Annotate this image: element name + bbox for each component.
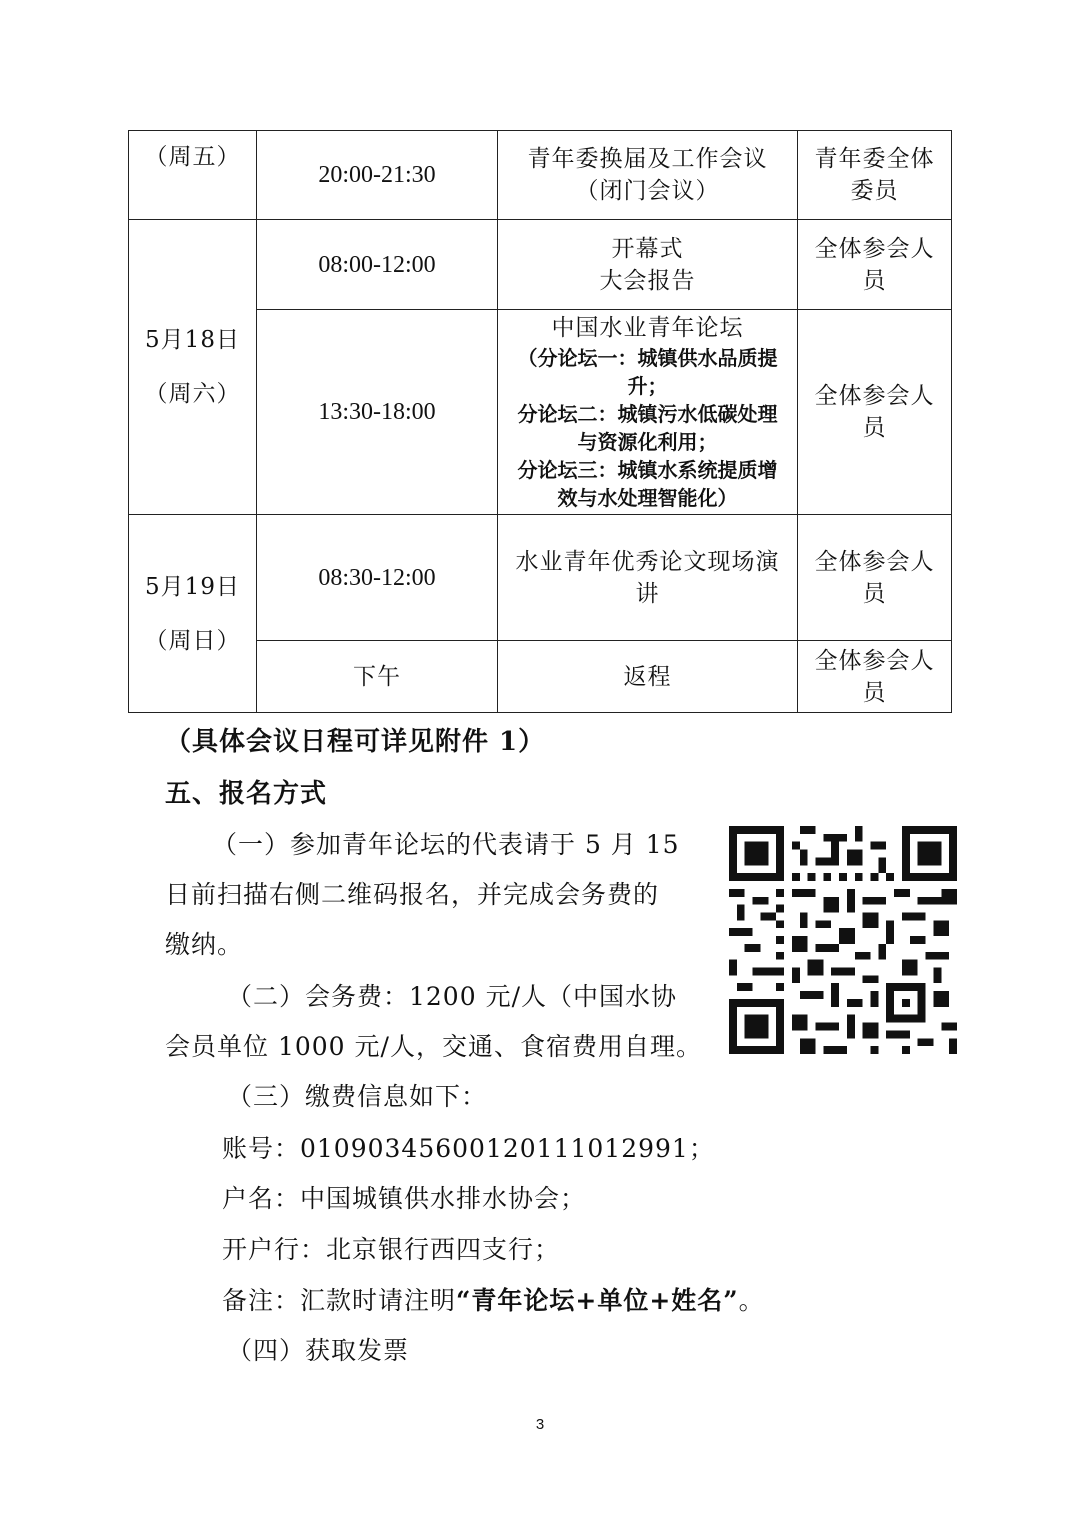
paragraph-line: 会员单位 1000 元/人，交通、食宿费用自理。 xyxy=(165,1032,702,1061)
content-cell: 水业青年优秀论文现场演 讲 xyxy=(498,515,798,641)
paragraph-line: 缴纳。 xyxy=(165,930,244,959)
table-row xyxy=(129,515,952,641)
paragraph-line: （四）获取发票 xyxy=(227,1336,410,1365)
paragraph-line: （三）缴费信息如下： xyxy=(227,1082,488,1111)
time-cell: 13:30-18:00 xyxy=(257,310,498,515)
account-number: 账号：01090345600120111012991； xyxy=(222,1134,715,1163)
remark-line: 备注：汇款时请注明“青年论坛+单位+姓名”。 xyxy=(222,1286,765,1315)
time-cell: 下午 xyxy=(257,641,498,713)
participants-cell: 全体参会人 员 xyxy=(798,515,952,641)
participants-cell: 青年委全体 委员 xyxy=(798,131,952,220)
page-number: 3 xyxy=(535,1416,545,1433)
time-cell: 20:00-21:30 xyxy=(257,131,498,220)
table-row xyxy=(129,220,952,310)
paragraph-line: （二）会务费：1200 元/人（中国水协 xyxy=(227,982,677,1011)
time-cell: 08:00-12:00 xyxy=(257,220,498,310)
bank-name: 开户行：北京银行西四支行； xyxy=(222,1235,561,1264)
date-cell: （周五） xyxy=(129,131,257,220)
paragraph-line: 日前扫描右侧二维码报名，并完成会务费的 xyxy=(165,880,660,909)
content-cell: 开幕式 大会报告 xyxy=(498,220,798,310)
content-cell: 中国水业青年论坛 （分论坛一：城镇供水品质提 升； 分论坛二：城镇污水低碳处理 与资源化利用； 分论坛三：城镇水系统提质增 效与水处理智能化） xyxy=(498,310,798,515)
table-row xyxy=(129,131,952,220)
participants-cell: 全体参会人 员 xyxy=(798,641,952,713)
paragraph-line: （一）参加青年论坛的代表请于 5 月 15 xyxy=(212,830,680,859)
participants-cell: 全体参会人 员 xyxy=(798,220,952,310)
account-name: 户名：中国城镇供水排水协会； xyxy=(222,1184,587,1213)
qr-code-icon[interactable] xyxy=(727,826,959,1054)
content-cell: 青年委换届及工作会议 （闭门会议） xyxy=(498,131,798,220)
content-cell: 返程 xyxy=(498,641,798,713)
date-cell: 5月18日 （周六） xyxy=(129,220,257,515)
participants-cell: 全体参会人 员 xyxy=(798,310,952,515)
date-cell: 5月19日 （周日） xyxy=(129,515,257,713)
schedule-note: （具体会议日程可详见附件 1） xyxy=(165,727,546,757)
time-cell: 08:30-12:00 xyxy=(257,515,498,641)
section-heading: 五、报名方式 xyxy=(165,779,328,809)
schedule-table xyxy=(128,130,952,713)
